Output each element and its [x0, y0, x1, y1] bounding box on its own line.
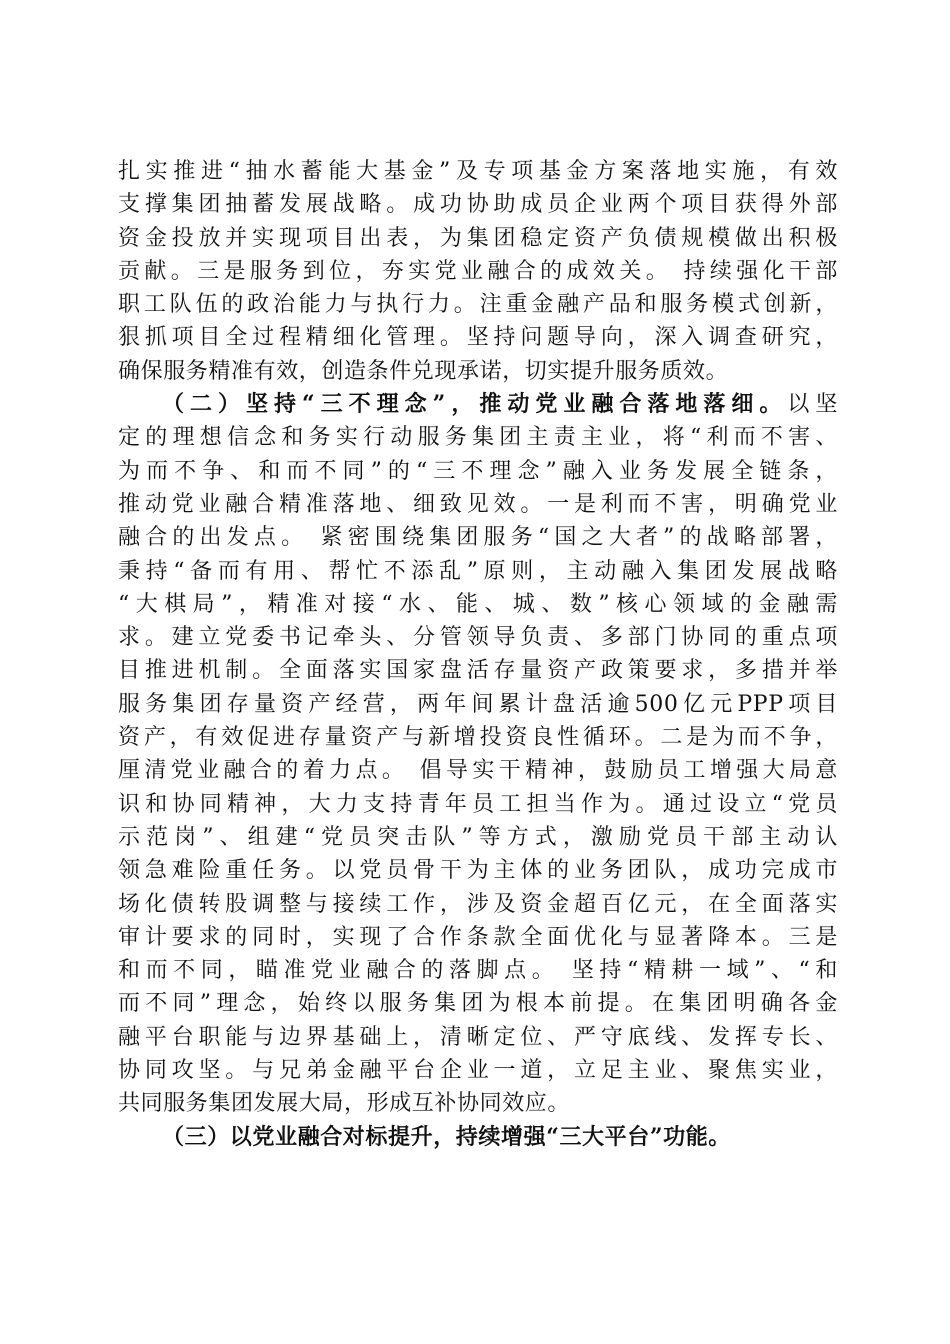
text-line: [118, 854, 838, 887]
text-line: [118, 1087, 838, 1120]
text-line: [118, 355, 838, 388]
text-line: [118, 621, 838, 654]
body-text-segment: 融平台职能与边界基础上，清晰定位、严守底线、发挥专长、: [118, 1024, 838, 1050]
text-line: [118, 654, 838, 687]
body-text-segment: “大棋局”，精准对接“水、能、城、数”核心领域的金融需: [118, 591, 838, 617]
text-line: [118, 521, 838, 554]
text-line: [118, 288, 838, 321]
text-line: [118, 455, 838, 488]
text-line: [118, 1021, 838, 1054]
body-text-segment: 审计要求的同时，实现了合作条款全面优化与显著降本。三是: [118, 924, 838, 950]
body-text-segment: 共同服务集团发展大局，形成互补协同效应。: [118, 1091, 571, 1117]
text-line: [118, 255, 838, 288]
section-heading-text: （三）以党业融合对标提升，持续增强“三大平台”功能。: [162, 1123, 731, 1150]
text-line: [118, 788, 838, 821]
body-text-segment: 职工队伍的政治能力与执行力。注重金融产品和服务模式创新，: [118, 292, 838, 318]
text-line: [118, 421, 838, 454]
body-text-segment: 定的理想信念和务实行动服务集团主责主业，将“利而不害、: [118, 425, 838, 451]
body-text-segment: 和而不同，瞄准党业融合的落脚点。 坚持“精耕一域”、“和: [118, 958, 838, 984]
text-line: [118, 188, 838, 221]
text-line: [118, 821, 838, 854]
body-text-segment: 而不同”理念，始终以服务集团为根本前提。在集团明确各金: [118, 991, 838, 1017]
text-line: [118, 222, 838, 255]
text-line: [118, 321, 838, 354]
text-line: [118, 754, 838, 787]
body-text-segment: 融合的出发点。 紧密围绕集团服务“国之大者”的战略部署，: [118, 525, 838, 551]
body-text-segment: 资金投放并实现项目出表，为集团稳定资产负债规模做出积极: [118, 225, 838, 251]
text-line: [118, 921, 838, 954]
body-text-segment: 贡献。三是服务到位，夯实党业融合的成效关。 持续强化干部: [118, 258, 838, 284]
text-line: [118, 688, 838, 721]
body-text-segment: 支撑集团抽蓄发展战略。成功协助成员企业两个项目获得外部: [118, 192, 838, 218]
body-text-segment: 场化债转股调整与接续工作，涉及资金超百亿元，在全面落实: [118, 891, 838, 917]
text-line: [118, 888, 838, 921]
text-line: [118, 1054, 838, 1087]
body-text-segment: 求。建立党委书记牵头、分管领导负责、多部门协同的重点项: [118, 625, 838, 651]
body-text: [118, 155, 838, 1154]
body-text-segment: 领急难险重任务。以党员骨干为主体的业务团队，成功完成市: [118, 858, 838, 884]
section-heading-text: （二）坚持“三不理念”，推动党业融合落地落细。: [162, 391, 788, 418]
body-text-segment: 资产，有效促进存量资产与新增投资良性循环。二是为而不争，: [118, 725, 838, 751]
body-text-segment: 目推进机制。全面落实国家盘活存量资产政策要求，多措并举: [118, 658, 838, 684]
body-text-segment: 推动党业融合精准落地、细致见效。一是利而不害，明确党业: [118, 491, 838, 517]
paragraph-heading-line: [118, 388, 838, 421]
body-text-segment: 狠抓项目全过程精细化管理。坚持问题导向，深入调查研究，: [118, 325, 838, 351]
text-line: [118, 555, 838, 588]
text-line: [118, 588, 838, 621]
body-text-segment: 扎实推进“抽水蓄能大基金”及专项基金方案落地实施，有效: [118, 159, 838, 184]
body-text-segment: 确保服务精准有效，创造条件兑现承诺，切实提升服务质效。: [118, 358, 729, 384]
body-text-segment: 厘清党业融合的着力点。 倡导实干精神，鼓励员工增强大局意: [118, 758, 838, 784]
body-text-segment: 服务集团存量资产经营，两年间累计盘活逾500亿元PPP项目: [118, 691, 838, 717]
body-text-segment: 秉持“备而有用、帮忙不添乱”原则，主动融入集团发展战略: [118, 558, 838, 584]
body-text-segment: 协同攻坚。与兄弟金融平台企业一道，立足主业、聚焦实业，: [118, 1058, 838, 1084]
body-text-segment: 识和协同精神，大力支持青年员工担当作为。通过设立“党员: [118, 791, 838, 817]
text-line: [118, 954, 838, 987]
text-line: [118, 155, 838, 188]
body-text-segment: 为而不争、和而不同”的“三不理念”融入业务发展全链条，: [118, 458, 838, 484]
body-text-segment: 示范岗”、组建“党员突击队”等方式，激励党员干部主动认: [118, 824, 838, 850]
text-line: [118, 721, 838, 754]
text-line: [118, 987, 838, 1020]
body-text-segment: 以坚: [787, 392, 838, 418]
text-line: [118, 488, 838, 521]
paragraph-heading-line: [118, 1121, 838, 1154]
